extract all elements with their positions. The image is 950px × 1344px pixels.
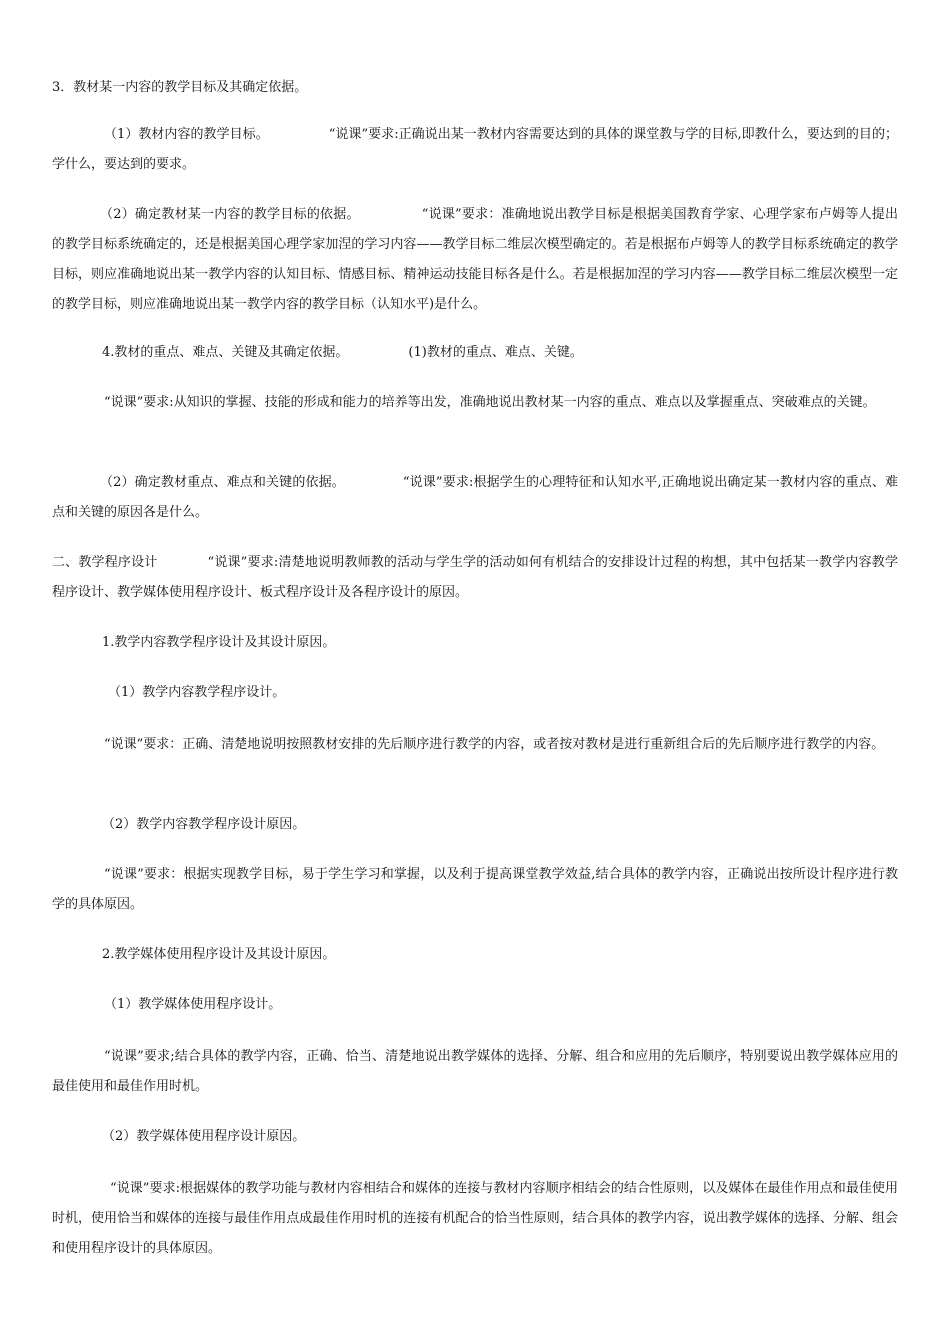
paragraph-17 [52,1174,898,1264]
paragraph-7 [52,548,898,608]
paragraph-15-text: “说课”要求;结合具体的教学内容，正确、恰当、清楚地说出教学媒体的选择、分解、组合和应用的先后顺序，特别要说出教学媒体应用的最佳使用和最佳作用时机。 [52,1049,898,1094]
paragraph-14 [52,990,898,1020]
paragraph-2-lead: （1）教材内容的教学目标。 [104,127,269,142]
paragraph-14-text: （1）教学媒体使用程序设计。 [104,997,282,1012]
paragraph-9 [52,678,898,708]
paragraph-10-text: “说课”要求：正确、清楚地说明按照教材安排的先后顺序进行教学的内容，或者按对教材是进行重新组合后的先后顺序进行教学的内容。 [104,737,885,752]
paragraph-4-text: (1)教材的重点、难点、关键。 [408,345,583,360]
paragraph-4 [52,338,898,368]
paragraph-1-text: 3．教材某一内容的教学目标及其确定依据。 [52,80,308,95]
paragraph-6-text: “说课”要求:根据学生的心理特征和认知水平,正确地说出确定某一教材内容的重点、难点和关键的原因各是什么。 [52,475,898,520]
paragraph-3 [52,200,898,320]
paragraph-11-text: （2）教学内容教学程序设计原因。 [102,817,306,832]
paragraph-4-lead: 4.教材的重点、难点、关键及其确定依据。 [102,345,349,360]
paragraph-11 [52,810,898,840]
paragraph-15 [52,1042,898,1102]
paragraph-16-text: （2）教学媒体使用程序设计原因。 [102,1129,306,1144]
paragraph-17-text: “说课”要求:根据媒体的教学功能与教材内容相结合和媒体的连接与教材内容顺序相结会的结合性原则，以及媒体在最佳作用点和最佳使用时机，使用恰当和媒体的连接与最佳作用点成最佳作用时机的连接有机配合的恰当性原则，结合具体的教学内容，说出教学媒体的选择、分解、组会和使用程序设计的具体原因。 [52,1181,898,1256]
paragraph-5-text: “说课”要求:从知识的掌握、技能的形成和能力的培养等出发，准确地说出教材某一内容的重点、难点以及掌握重点、突破难点的关键。 [104,395,876,410]
paragraph-1 [52,73,898,103]
paragraph-2 [52,120,898,180]
paragraph-12 [52,860,898,920]
paragraph-7-lead: 二、教学程序设计 [52,555,158,570]
paragraph-5 [52,388,898,418]
paragraph-6-lead: （2）确定教材重点、难点和关键的依据。 [100,475,345,490]
paragraph-3-lead: （2）确定教材某一内容的教学目标的依据。 [100,207,360,222]
paragraph-8 [52,628,898,658]
paragraph-7-text: “说课”要求:清楚地说明教师教的活动与学生学的活动如何有机结合的安排设计过程的构想，其中包括某一教学内容教学程序设计、教学媒体使用程序设计、板式程序设计及各程序设计的原因。 [52,555,898,600]
paragraph-13-text: 2.教学媒体使用程序设计及其设计原因。 [102,947,336,962]
paragraph-2-text: “说课”要求:正确说出某一教材内容需要达到的具体的课堂教与学的目标,即教什么，要达到的目的；学什么，要达到的要求。 [52,127,898,172]
paragraph-10 [52,730,898,760]
paragraph-6 [52,468,898,528]
paragraph-12-text: “说课”要求：根据实现教学目标，易于学生学习和掌握，以及利于提高课堂教学效益,结合具体的教学内容，正确说出按所设计程序进行教学的具体原因。 [52,867,898,912]
paragraph-3-text: “说课”要求：准确地说出教学目标是根据美国教育学家、心理学家布卢姆等人提出的教学目标系统确定的，还是根据美国心理学家加涅的学习内容——教学目标二维层次模型确定的。若是根据布卢姆等人的教学目标系统确定的教学目标，则应准确地说出某一教学内容的认知目标、情感目标、精神运动技能目标各是什么。若是根据加涅的学习内容——教学目标二维层次模型一定的教学目标，则应准确地说出某一教学内容的教学目标（认知水平)是什么。 [52,207,898,312]
paragraph-16 [52,1122,898,1152]
paragraph-8-text: 1.教学内容教学程序设计及其设计原因。 [102,635,336,650]
paragraph-13 [52,940,898,970]
paragraph-9-text: （1）教学内容教学程序设计。 [108,685,286,700]
